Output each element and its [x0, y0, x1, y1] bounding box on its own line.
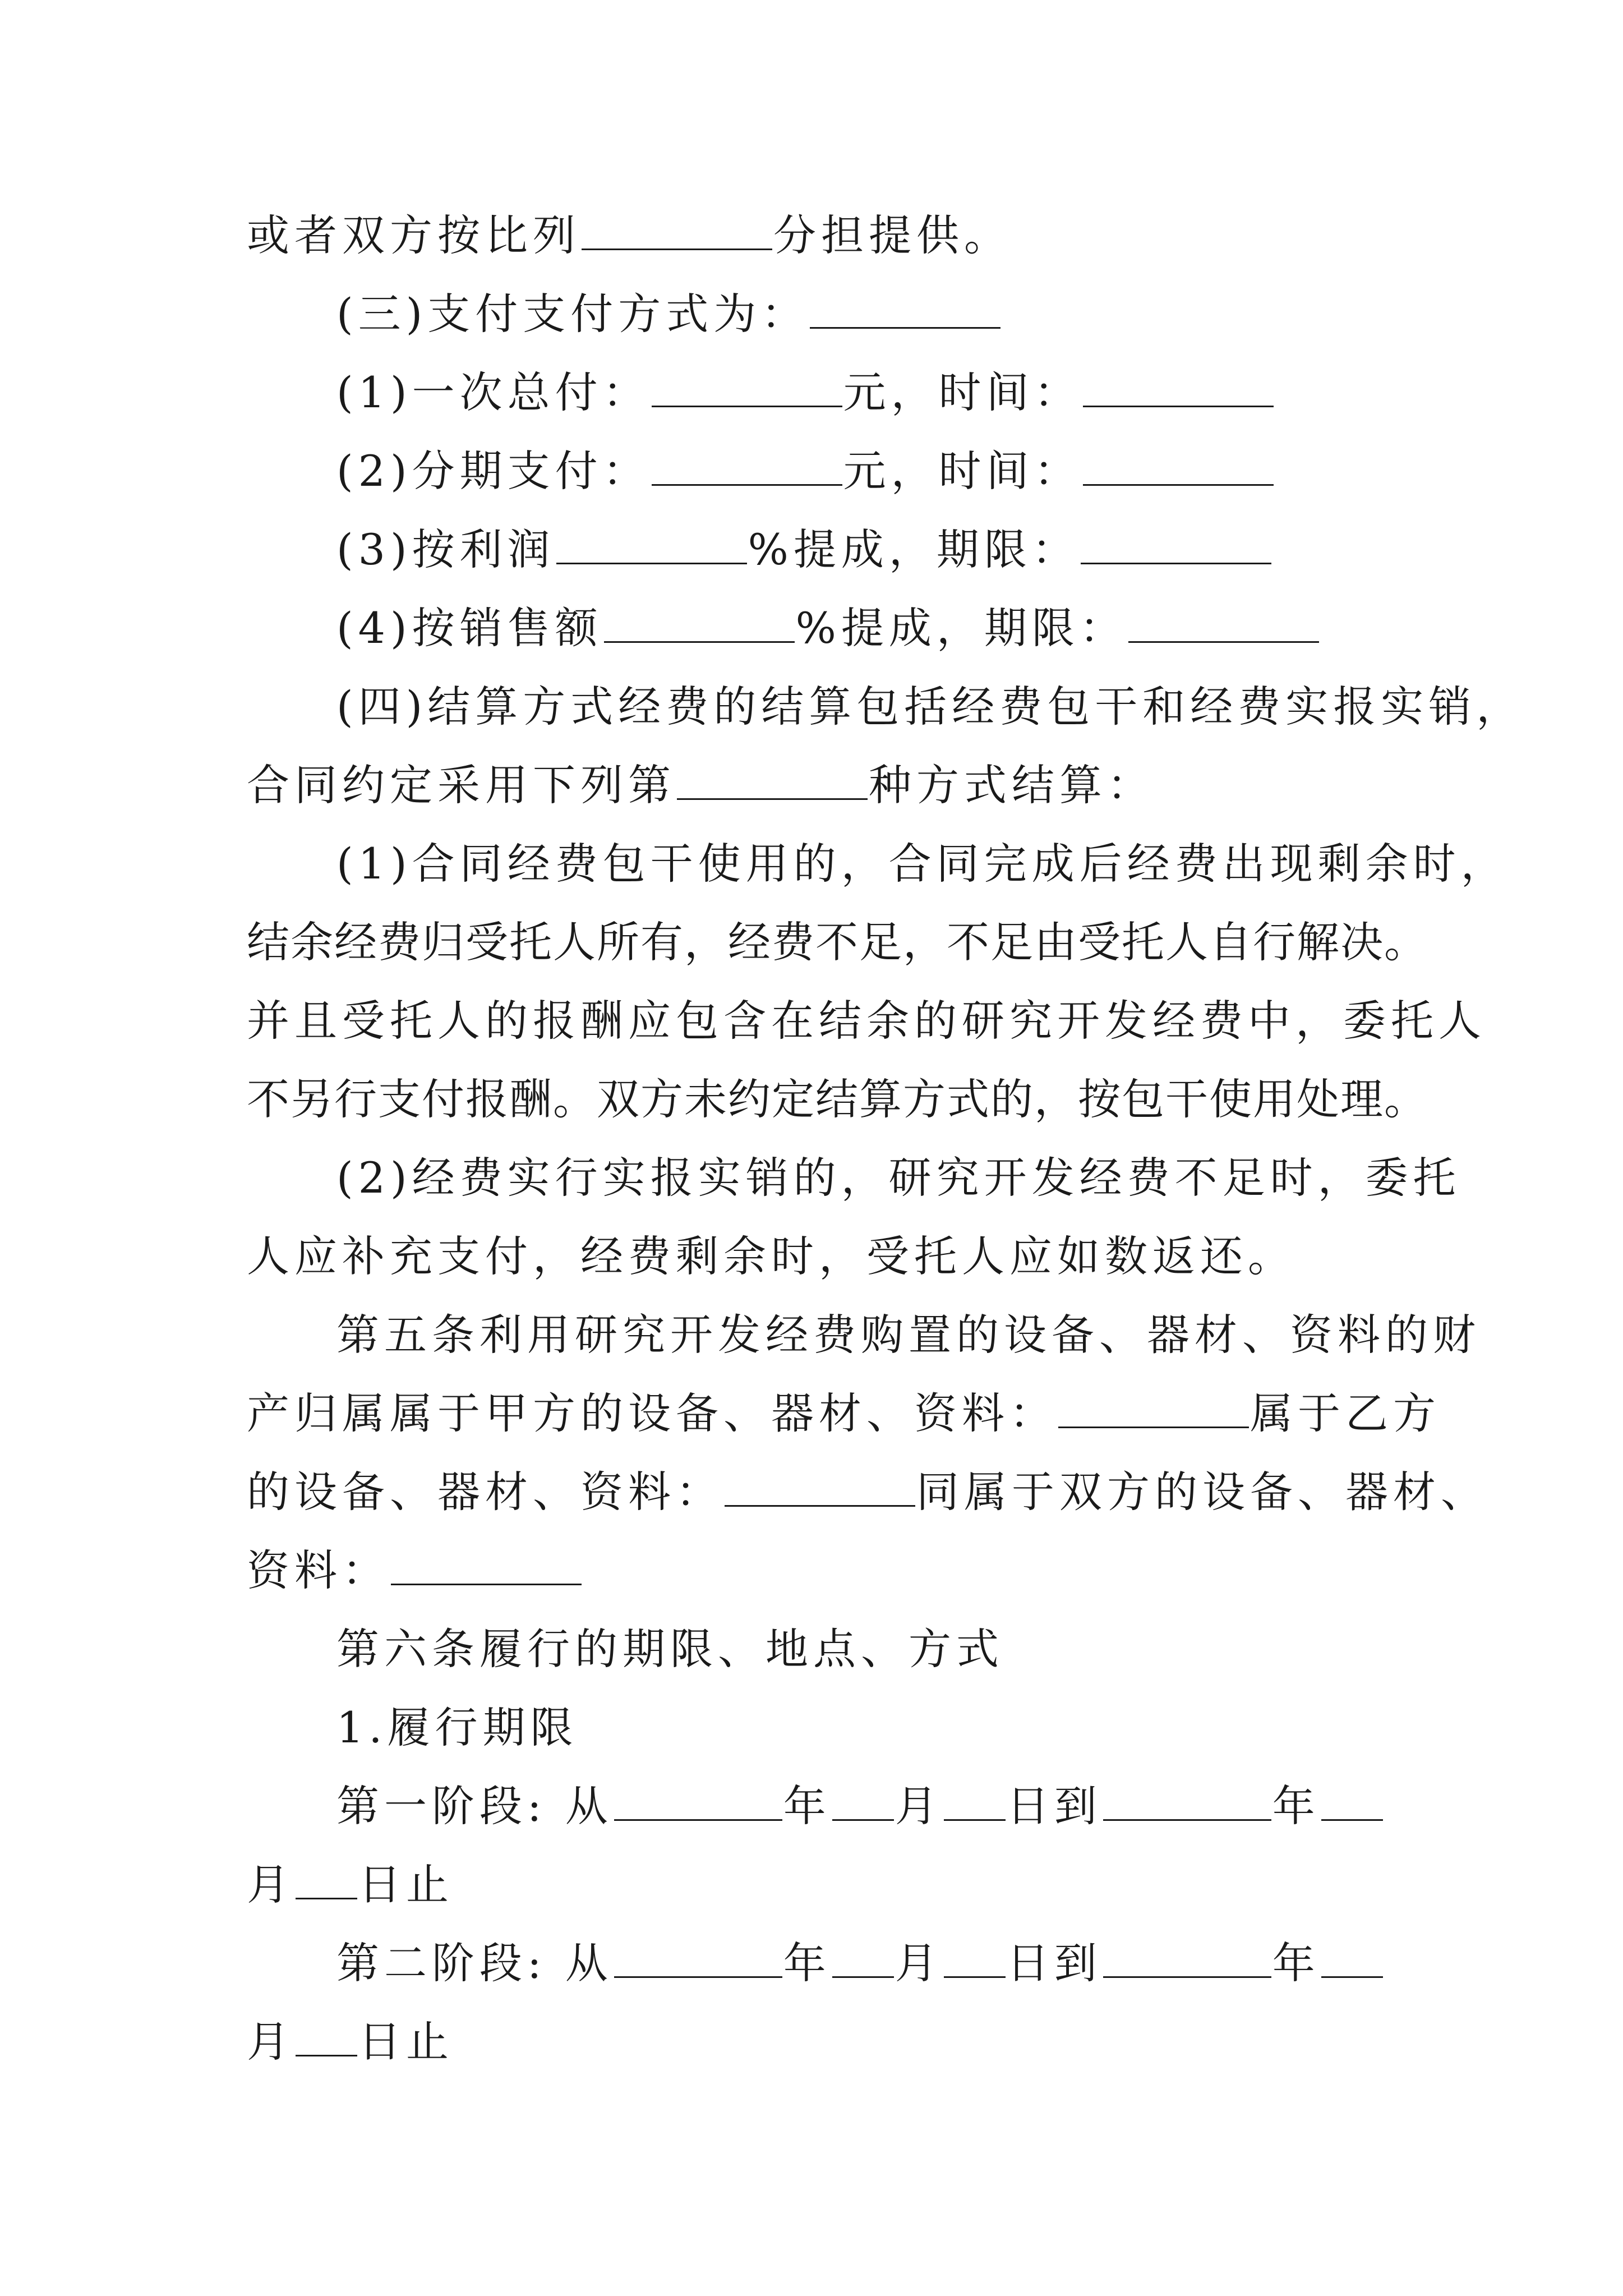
fill-blank — [677, 759, 868, 800]
text-line — [247, 1071, 1428, 1128]
fill-blank — [725, 1466, 915, 1507]
fill-blank — [1083, 445, 1274, 486]
text-segment: 日到 — [1006, 1938, 1102, 1988]
text-segment: 月 — [247, 1860, 294, 1910]
text-segment: %提成，期限： — [748, 524, 1080, 574]
text-segment: (1)一次总付： — [336, 367, 651, 417]
text-line — [336, 1307, 1481, 1363]
text-line — [336, 522, 1272, 578]
text-segment: %提成，期限： — [795, 603, 1127, 653]
text-segment: 第六条履行的期限、地点、方式 — [336, 1624, 1004, 1674]
fill-blank — [810, 288, 1000, 329]
stage-line-cont — [247, 1857, 454, 1913]
text-line — [247, 1464, 1488, 1520]
text-line — [336, 600, 1320, 656]
text-segment: 元，时间： — [843, 367, 1082, 417]
text-segment: 同属于双方的设备、器材、 — [916, 1467, 1488, 1517]
fill-blank — [1081, 523, 1271, 564]
text-segment: (3)按利润 — [336, 524, 555, 574]
fill-blank — [296, 1858, 357, 1899]
text-segment: 1.履行期限 — [336, 1703, 578, 1752]
stage-label: 第一阶段: 从 — [336, 1781, 613, 1831]
text-segment: 日止 — [358, 1860, 454, 1910]
text-segment: 并且受托人的报酬应包含在结余的研究开发经费中，委托人 — [247, 996, 1486, 1046]
text-segment: 合同约定采用下列第 — [247, 760, 676, 810]
fill-blank — [652, 366, 842, 407]
text-segment: 日到 — [1006, 1781, 1102, 1831]
fill-blank — [556, 523, 747, 564]
fill-blank — [832, 1937, 894, 1978]
text-segment: (2)分期支付： — [336, 446, 651, 496]
text-segment: 年 — [783, 1781, 831, 1831]
fill-blank — [1103, 1780, 1271, 1821]
text-segment: 或者双方按比列 — [247, 210, 580, 260]
text-segment: 资料： — [247, 1545, 390, 1595]
fill-blank — [296, 2016, 357, 2056]
text-line — [336, 836, 1509, 892]
stage-label: 第二阶段: 从 — [336, 1938, 613, 1988]
text-line — [336, 1150, 1461, 1206]
text-segment: 分担提供。 — [773, 210, 1012, 260]
text-line — [247, 1386, 1441, 1442]
fill-blank — [582, 209, 772, 250]
text-segment: 月 — [895, 1781, 943, 1831]
text-segment: 第五条利用研究开发经费购置的设备、器材、资料的财 — [336, 1310, 1481, 1360]
text-segment: 属于乙方 — [1250, 1388, 1441, 1438]
text-line — [336, 443, 1275, 499]
text-segment: 日止 — [358, 2017, 454, 2067]
text-segment: 人应补充支付，经费剩余时，受托人应如数返还。 — [247, 1231, 1295, 1281]
fill-blank — [1083, 366, 1274, 407]
text-segment: (2)经费实行实报实销的，研究开发经费不足时，委托 — [336, 1153, 1461, 1203]
text-segment: 年 — [1272, 1938, 1320, 1988]
text-line — [336, 1621, 1004, 1677]
fill-blank — [832, 1780, 894, 1821]
text-segment: 产归属属于甲方的设备、器材、资料： — [247, 1388, 1057, 1438]
fill-blank — [944, 1937, 1006, 1978]
text-segment: 的设备、器材、资料： — [247, 1467, 723, 1517]
stage-line — [336, 1935, 1384, 1991]
text-segment: 月 — [895, 1938, 943, 1988]
text-segment: (4)按销售额 — [336, 603, 603, 653]
fill-blank — [652, 445, 842, 486]
text-segment: 月 — [247, 2017, 294, 2067]
text-segment: 元，时间： — [843, 446, 1082, 496]
stage-line — [336, 1778, 1384, 1834]
fill-blank — [1128, 602, 1319, 643]
fill-blank — [1058, 1387, 1249, 1428]
fill-blank — [391, 1544, 582, 1585]
fill-blank — [1321, 1780, 1383, 1821]
text-segment: (1)合同经费包干使用的，合同完成后经费出现剩余时， — [336, 839, 1509, 889]
fill-blank — [1321, 1937, 1383, 1978]
text-line — [247, 993, 1486, 1049]
text-segment: 年 — [783, 1938, 831, 1988]
text-line — [336, 679, 1524, 735]
fill-blank — [604, 602, 795, 643]
text-line — [247, 914, 1428, 970]
text-segment: 结余经费归受托人所有，经费不足，不足由受托人自行解决。 — [247, 917, 1428, 967]
text-line — [247, 1543, 583, 1599]
text-line — [247, 1228, 1295, 1285]
fill-blank — [944, 1780, 1006, 1821]
fill-blank — [614, 1780, 782, 1821]
fill-blank — [1103, 1937, 1271, 1978]
text-segment: 年 — [1272, 1781, 1320, 1831]
text-segment: 不另行支付报酬。双方未约定结算方式的，按包干使用处理。 — [247, 1074, 1428, 1124]
text-segment: (四)结算方式经费的结算包括经费包干和经费实报实销， — [336, 682, 1524, 731]
text-segment: 种方式结算： — [869, 760, 1155, 810]
text-line — [336, 365, 1275, 421]
text-line — [336, 1700, 578, 1756]
text-segment: (三)支付支付方式为： — [336, 289, 809, 339]
text-line — [247, 208, 1012, 264]
fill-blank — [614, 1937, 782, 1978]
text-line — [247, 757, 1155, 813]
text-line — [336, 286, 1002, 342]
stage-line-cont — [247, 2014, 454, 2070]
